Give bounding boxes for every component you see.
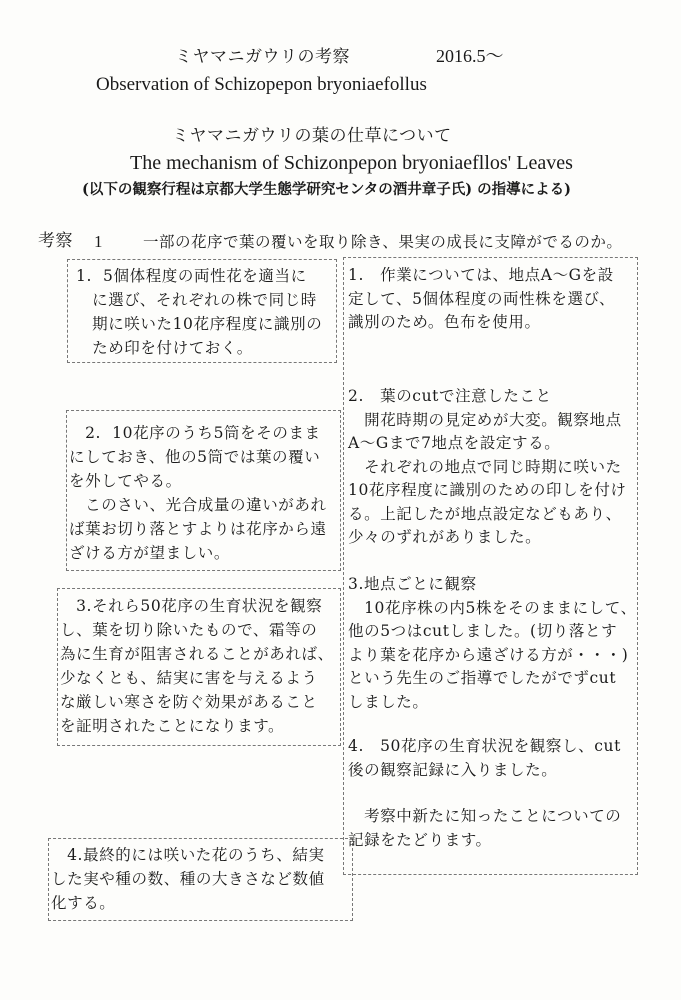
plan-text-3: 3.それら50花序の生育状況を観察 し、葉を切り除いたもので、霜等の 為に生育が阻害されることがあれば、 少なくとも、結実に害を与えるよう な厳しい寒さを防ぐ効果があること を証明されたことになります。 (60, 597, 334, 735)
plan-text-1: 1. 5個体程度の両性花を適当に に選び、それぞれの株で同じ時 期に咲いた10花序程度に識別の ため印を付けておく。 (76, 267, 323, 357)
subtitle-jp: ミヤマニガウリの葉の仕草について (172, 126, 452, 146)
result-text-3: 3.地点ごとに観察 10花序株の内5株をそのままにして、 他の5つはcutしました。(切り落とす より葉を花序から遠ざける方が・・・) という先生のご指導でしたがでずcut しました。 (348, 575, 637, 711)
result-text-1: 1. 作業については、地点A〜Gを設 定して、5個体程度の両性株を選び、 識別のため。色布を使用。 (348, 266, 616, 331)
section-label: 考察 (38, 231, 73, 251)
title-en: Observation of Schizopepon bryoniaefollus (96, 74, 427, 95)
result-text-5: 考察中新たに知ったことについての 記録をたどります。 (348, 807, 622, 849)
result-text-4: 4. 50花序の生育状況を観察し、cut 後の観察記録に入りました。 (348, 737, 621, 779)
plan-box-4 (48, 838, 353, 921)
results-box (343, 257, 638, 875)
section-number: 1 (94, 232, 103, 251)
guidance-note: (以下の観察行程は京都大学生態学研究センタの酒井章子氏) の指導による) (82, 181, 572, 198)
plan-box-2 (66, 410, 341, 571)
plan-box-3 (57, 588, 341, 746)
plan-box-1 (67, 259, 337, 363)
title-jp: ミヤマニガウリの考察 (175, 47, 350, 67)
section-question: 一部の花序で葉の覆いを取り除き、果実の成長に支障がでるのか。 (143, 233, 623, 251)
plan-text-2: 2. 10花序のうち5筒をそのまま にしておき、他の5筒では葉の覆い を外してやる。 このさい、光合成量の違いがあれ ば葉お切り落とすよりは花序から遠 ざける方が望ましい。 (69, 424, 327, 562)
date: 2016.5〜 (436, 46, 504, 66)
subtitle-en: The mechanism of Schizonpepon bryoniaefllos' Leaves (130, 152, 573, 174)
plan-text-4: 4.最終的には咲いた花のうち、結実 した実や種の数、種の大きさなど数値 化する。 (51, 846, 325, 912)
result-text-2: 2. 葉のcutで注意したこと 開花時期の見定めが大変。観察地点 A〜Gまで7地点を設定する。 それぞれの地点で同じ時期に咲いた 10花序程度に識別のための印しを付け る。上記したが地点設定などもあり、 少々のずれがありました。 (348, 387, 627, 546)
